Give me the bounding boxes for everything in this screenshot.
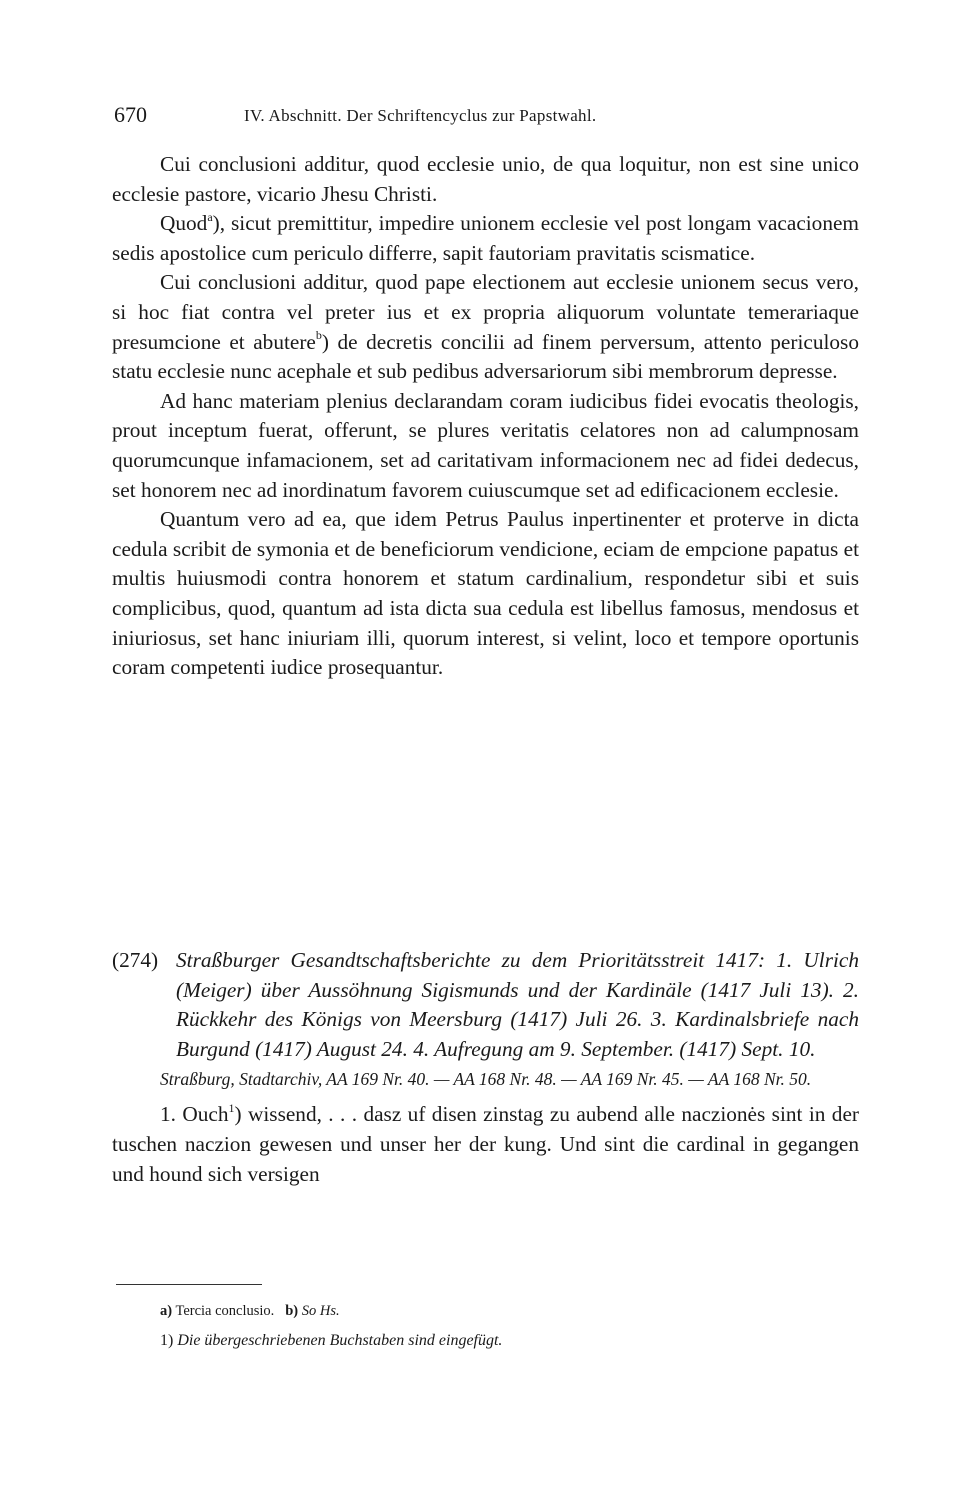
footnote-b-text: So Hs. xyxy=(301,1303,340,1319)
footnote-rule xyxy=(116,1284,262,1285)
page-number: 670 xyxy=(114,102,147,127)
running-head: IV. Abschnitt. Der Schriftencyclus zur Papstwahl. xyxy=(244,106,597,125)
paragraph-5: Quantum vero ad ea, que idem Petrus Paulus inpertinenter et proterve in dicta cedula scribit de symonia et de beneficiorum vendicione, eciam de empcione papatus et multis huiusmodi contra honorem et statum cardinalium, respondetur sibi et suis complicibus, quod, quantum ad ista dicta sua cedula est libellus famosus, mendosus et iniuriosus, set hanc iniuriam illi, quorum interest, si velint, loco et tempore oportunis coram competenti iudice prosequantur. xyxy=(112,507,859,680)
footnote-1-text: Die übergeschriebenen Buchstaben sind eingefügt. xyxy=(177,1332,503,1349)
footnotes xyxy=(160,1296,860,1356)
paragraph-4: Ad hanc materiam plenius declarandam coram iudicibus fidei evocatis theologis, prout inceptum fuerat, offerunt, se plures veritatis celatores non ad calumpnosam quorumcunque infamacionem, set ad caritativam informacionem nec ad fidei dedecus, set honorem nec ad inordinatum favorem cuiuscumque set ad edificacionem ecclesie. xyxy=(112,388,859,502)
footnote-mark-b: b xyxy=(315,328,322,343)
footnote-a-text: Tercia conclusio. xyxy=(175,1303,275,1319)
document-title: Straßburger Gesandtschaftsberichte zu dem Prioritätsstreit 1417: 1. Ulrich (Meiger) über Aussöhnung Sigismunds und der Kardinäle (1417 Juli 13). 2. Rückkehr des Königs von Meersburg (1417) Juli 26. 3. Kardinalsbriefe nach Burgund (1417) August 24. 4. Aufregung am 9. September. (1417) Sept. 10. xyxy=(176,948,859,1061)
paragraph-1: Cui conclusioni additur, quod ecclesie unio, de qua loquitur, non est sine unico ecclesie pastore, vicario Jhesu Christi. xyxy=(112,152,859,206)
page-header xyxy=(114,100,859,130)
document-text: 1. Ouch$^1$) wissend, . . . dasz uf disen zinstag zu aubend alle naczionės sint in der tuschen naczion gewesen und unser her der kung. Und sint die cardinal in gegangen und hound sich versigen xyxy=(112,1101,859,1186)
footnote-mark-a: a xyxy=(207,210,213,225)
footnote-b-marker: b) xyxy=(285,1303,299,1319)
document-number: (274) xyxy=(112,948,159,972)
document-entry-274 xyxy=(112,946,859,1189)
paragraph-3: Cui conclusioni additur, quod pape electionem aut ecclesie unionem secus vero, si hoc fiat contra vel preter ius et ex propria aliquorum voluntate temerariaque presumcione et abutere$^b$) de decretis concilii ad finem perversum, attento periculoso statu ecclesie nunc acephale et sub pedibus adversariorum sibi membrorum depresse. xyxy=(112,270,859,384)
footnote-a-marker: a) xyxy=(160,1303,173,1319)
document-heading xyxy=(112,946,859,1064)
document-source: Straßburg, Stadtarchiv, AA 169 Nr. 40. — AA 168 Nr. 48. — AA 169 Nr. 45. — AA 168 Nr. 50. xyxy=(160,1069,812,1090)
paragraph-2: Quod$^a$), sicut premittitur, impedire unionem ecclesie vel post longam vacacionem sedis apostolice cum periculo differre, sapit fautoriam pravitatis scismatice. xyxy=(112,210,859,265)
footnote-line-numbers xyxy=(160,1326,860,1356)
footnote-line-letters xyxy=(160,1296,860,1326)
main-text xyxy=(112,150,859,683)
footnote-1-marker: 1) xyxy=(160,1332,174,1349)
footnote-mark-1: 1 xyxy=(228,1101,235,1116)
